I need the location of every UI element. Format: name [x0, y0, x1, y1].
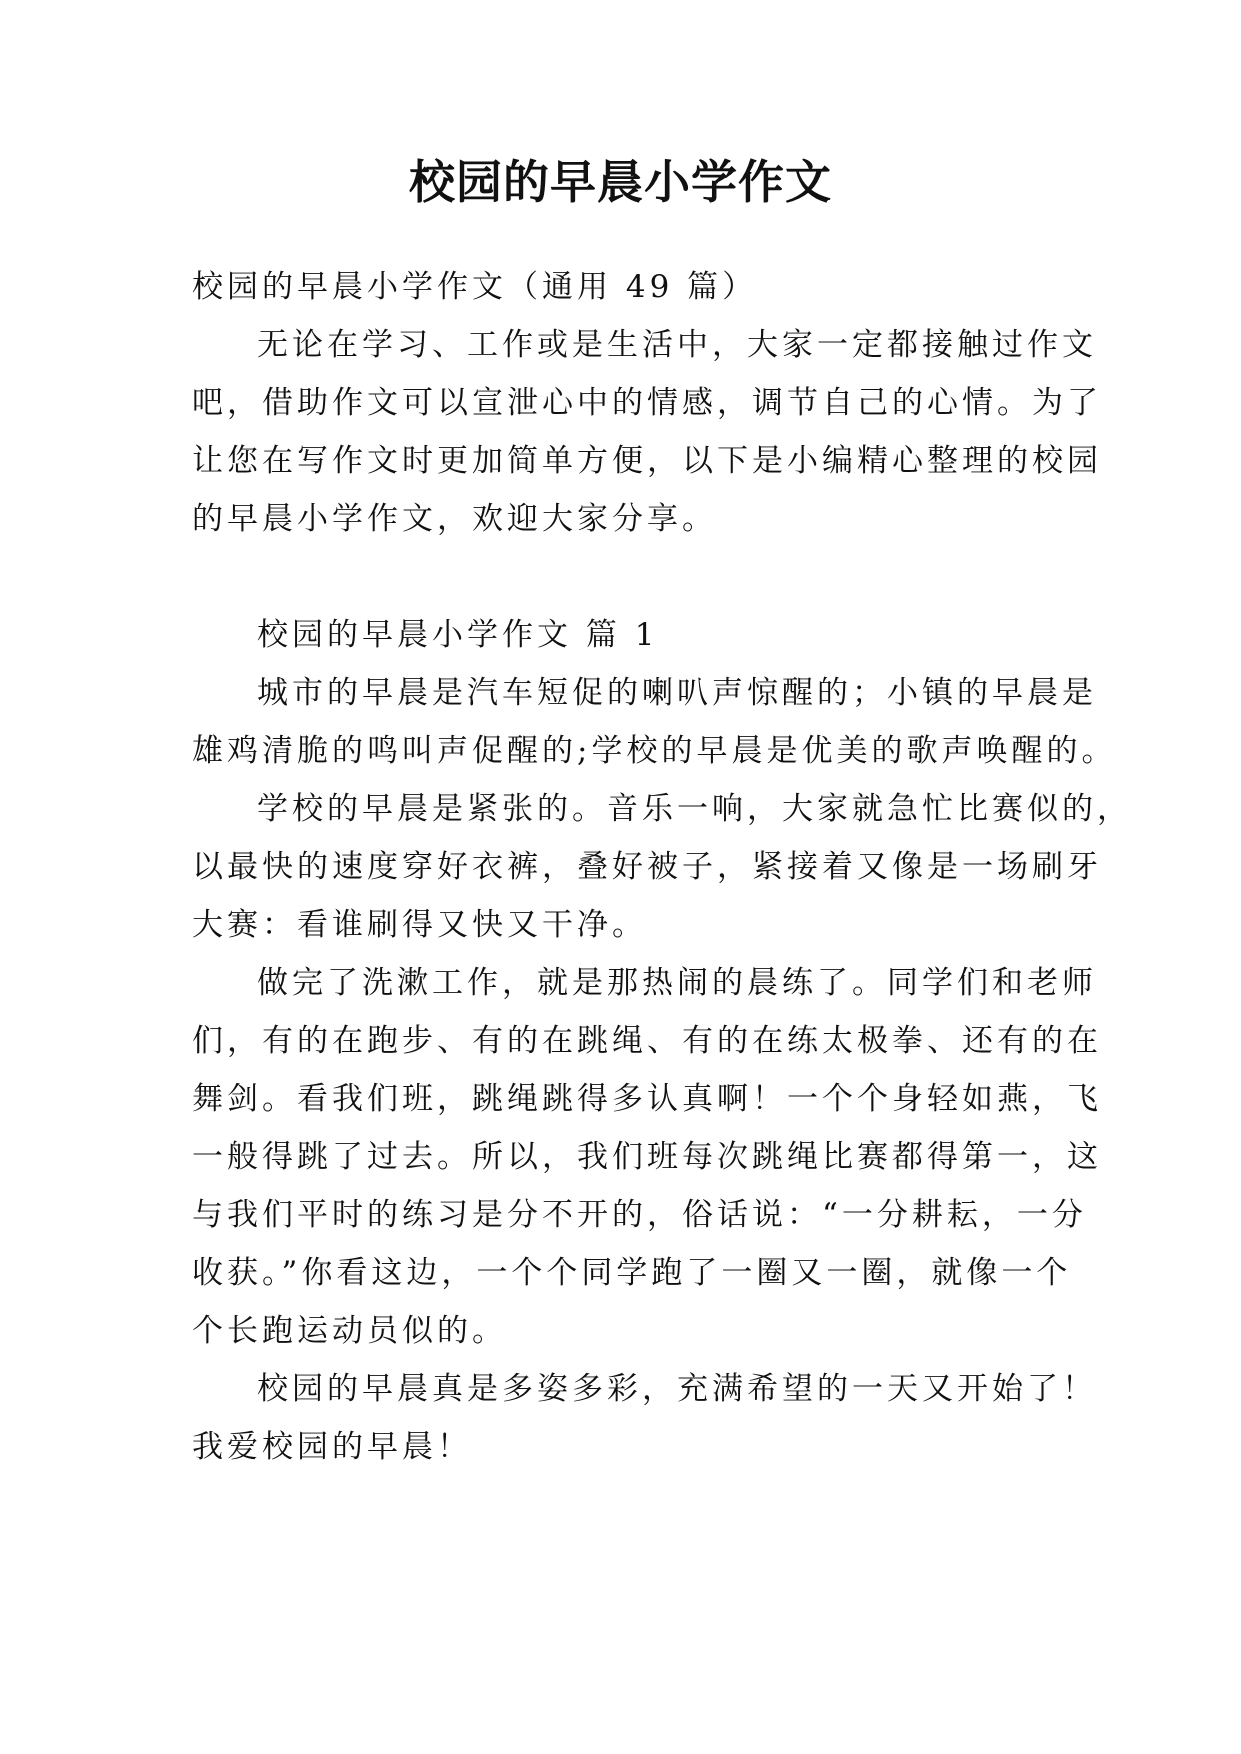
document-body: [192, 258, 1132, 1476]
paragraph-line: 城市的早晨是汽车短促的喇叭声惊醒的；小镇的早晨是: [257, 675, 1097, 711]
paragraph-line: 做完了洗漱工作，就是那热闹的晨练了。同学们和老师: [257, 965, 1097, 1001]
paragraph-line: 舞剑。看我们班，跳绳跳得多认真啊！一个个身轻如燕，飞: [192, 1081, 1102, 1117]
paragraph-line: 雄鸡清脆的鸣叫声促醒的;学校的早晨是优美的歌声唤醒的。: [192, 733, 1117, 769]
paragraph-line: 大赛：看谁刷得又快又干净。: [192, 907, 647, 943]
paragraph-line: 收获。”你看这边，一个个同学跑了一圈又一圈，就像一个: [192, 1255, 1072, 1291]
paragraph-line: 我爱校园的早晨！: [192, 1429, 472, 1465]
section-heading: 校园的早晨小学作文 篇 1: [257, 617, 659, 653]
intro-line: 的早晨小学作文，欢迎大家分享。: [192, 501, 717, 537]
intro-line: 无论在学习、工作或是生活中，大家一定都接触过作文: [257, 327, 1097, 363]
paragraph-4: [192, 1360, 1097, 1476]
paragraph-line: 与我们平时的练习是分不开的，俗话说：“一分耕耘，一分: [192, 1197, 1087, 1233]
paragraph-line: 学校的早晨是紧张的。音乐一响，大家就急忙比赛似的，: [257, 791, 1132, 827]
section-spacer: [192, 548, 1052, 606]
intro-line: 吧，借助作文可以宣泄心中的情感，调节自己的心情。为了: [192, 385, 1102, 421]
paragraph-line: 校园的早晨真是多姿多彩，充满希望的一天又开始了！: [257, 1371, 1097, 1407]
paragraph-line: 们，有的在跑步、有的在跳绳、有的在练太极拳、还有的在: [192, 1023, 1102, 1059]
paragraph-2: [192, 780, 1132, 954]
intro-paragraph: [192, 316, 1102, 548]
intro-line: 让您在写作文时更加简单方便，以下是小编精心整理的校园: [192, 443, 1102, 479]
paragraph-line: 以最快的速度穿好衣裤，叠好被子，紧接着又像是一场刷牙: [192, 849, 1102, 885]
paragraph-1: [192, 664, 1117, 780]
paragraph-line: 一般得跳了过去。所以，我们班每次跳绳比赛都得第一，这: [192, 1139, 1102, 1175]
paragraph-line: 个长跑运动员似的。: [192, 1313, 507, 1349]
document-subtitle: 校园的早晨小学作文（通用 49 篇）: [192, 269, 758, 305]
paragraph-3: [192, 954, 1102, 1360]
document-title: 校园的早晨小学作文: [409, 155, 832, 209]
